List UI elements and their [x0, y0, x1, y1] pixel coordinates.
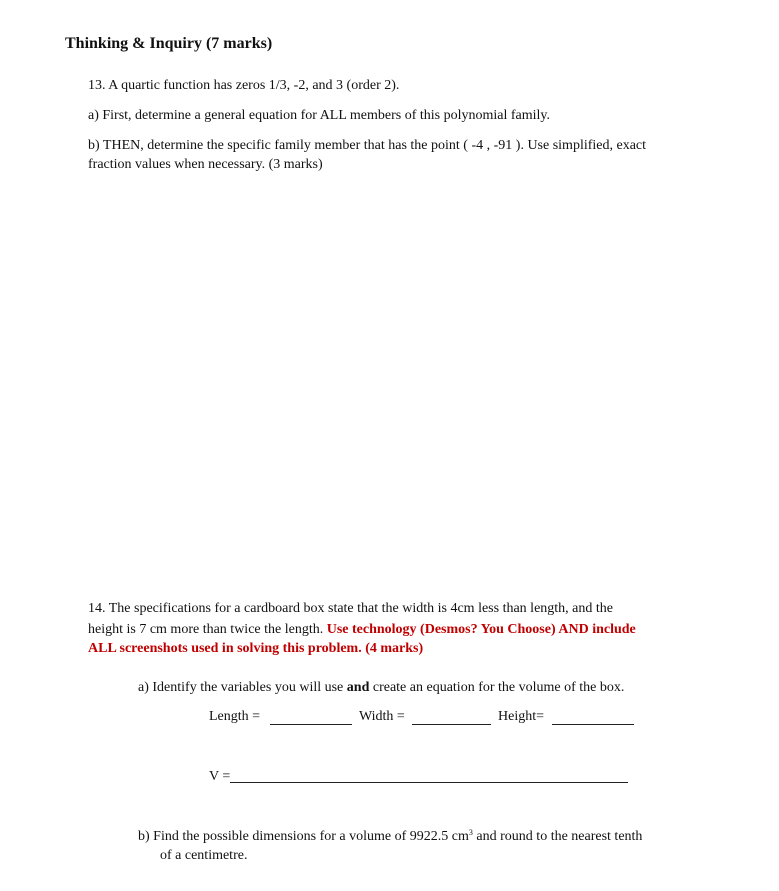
question-14-part-a: [138, 680, 624, 696]
question-14-part-a-suffix: create an equation for the volume of the box.: [369, 680, 625, 695]
question-14-part-b-text: b) Find the possible dimensions for a volume of 9922.5 cm: [138, 829, 469, 844]
question-14-part-b-text-end: and round to the nearest tenth: [472, 829, 643, 844]
question-14-part-b-line-1: [138, 828, 642, 845]
question-14-stem-line-1: 14. The specifications for a cardboard box state that the width is 4cm less than length, and the: [88, 601, 613, 616]
height-answer-line[interactable]: [552, 724, 634, 725]
question-13-part-a: a) First, determine a general equation for ALL members of this polynomial family.: [88, 108, 550, 123]
height-label: Height=: [498, 709, 544, 724]
question-14-part-b-line-2: of a centimetre.: [160, 848, 248, 863]
question-13-stem: 13. A quartic function has zeros 1/3, -2, and 3 (order 2).: [88, 78, 400, 93]
question-14-technology-note: Use technology (Desmos? You Choose) AND include: [326, 622, 636, 637]
cubic-exponent: 3: [468, 828, 473, 837]
question-14-stem-line-2-text: height is 7 cm more than twice the length.: [88, 622, 327, 637]
question-14-screenshot-note: ALL screenshots used in solving this problem. (4 marks): [88, 641, 424, 656]
width-answer-line[interactable]: [412, 724, 491, 725]
question-14-stem-line-2: [88, 622, 636, 638]
width-label: Width =: [359, 709, 405, 724]
length-label: Length =: [209, 709, 261, 724]
volume-label: V =: [209, 769, 231, 784]
question-13-part-b-line-2: fraction values when necessary. (3 marks): [88, 157, 323, 172]
volume-answer-line[interactable]: [230, 782, 628, 783]
question-14-part-a-prefix: a) Identify the variables you will use: [138, 680, 347, 695]
question-13-part-b-line-1: b) THEN, determine the specific family member that has the point ( -4 , -91 ). Use simplified, exact: [88, 138, 647, 153]
question-14-part-a-emphasis: and: [346, 680, 370, 695]
section-title: Thinking & Inquiry (7 marks): [65, 35, 273, 52]
length-answer-line[interactable]: [270, 724, 352, 725]
